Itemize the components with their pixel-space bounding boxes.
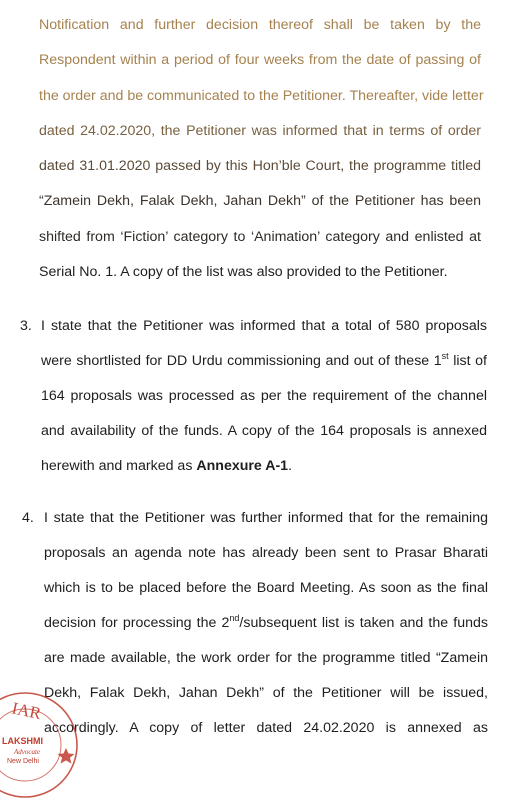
svg-text:IAR: IAR (10, 698, 43, 724)
continuation-line-2: Respondent within a period of four weeks from the date of passing of (39, 52, 481, 68)
svg-text:LAKSHMI: LAKSHMI (2, 736, 43, 746)
paragraph-4-line-3: which is to be placed before the Board Meeting. As soon as the final (44, 580, 488, 596)
star-icon (58, 748, 75, 764)
paragraph-3-number: 3. (20, 318, 32, 334)
continuation-line-4: dated 24.02.2020, the Petitioner was informed that in terms of order (39, 123, 481, 139)
paragraph-4-line-2: proposals an agenda note has already been sent to Prasar Bharati (44, 545, 488, 561)
paragraph-3-line-1: I state that the Petitioner was informed that a total of 580 proposals (41, 318, 487, 334)
paragraph-3-line-3: 164 proposals was processed as per the requirement of the channel (41, 388, 487, 404)
paragraph-4-line-5: are made available, the work order for the programme titled “Zamein (44, 650, 488, 666)
continuation-line-6: “Zamein Dekh, Falak Dekh, Jahan Dekh” of the Petitioner has been (39, 193, 481, 209)
paragraph-3-line-2: were shortlisted for DD Urdu commissioning and out of these 1st list of (41, 351, 488, 369)
paragraph-4-line-1: I state that the Petitioner was further informed that for the remaining (44, 510, 488, 526)
continuation-line-8: Serial No. 1. A copy of the list was also provided to the Petitioner. (39, 264, 448, 280)
continuation-line-3: the order and be communicated to the Petitioner. Thereafter, vide letter (39, 88, 484, 104)
svg-text:New Delhi: New Delhi (7, 758, 39, 765)
paragraph-4-line-6: Dekh, Falak Dekh, Jahan Dekh” of the Petitioner will be issued, (44, 685, 488, 701)
annexure-reference: Annexure A-1 (196, 458, 289, 474)
paragraph-4-line-4: decision for processing the 2nd/subsequent list is taken and the funds (44, 613, 488, 631)
paragraph-3-line-5: herewith and marked as Annexure A-1. (41, 458, 293, 474)
paragraph-3-line-4: and availability of the funds. A copy of the 164 proposals is annexed (41, 423, 487, 439)
notary-stamp-seal (0, 690, 80, 800)
superscript: st (441, 351, 449, 361)
continuation-line-5: dated 31.01.2020 passed by this Hon’ble Court, the programme titled (39, 158, 481, 174)
paragraph-4-number: 4. (22, 510, 34, 526)
paragraph-4-line-7: accordingly. A copy of letter dated 24.02.2020 is annexed as (44, 720, 488, 736)
continuation-line-1: Notification and further decision thereof shall be taken by the (39, 17, 481, 33)
superscript: nd (229, 613, 240, 623)
svg-text:Advocate: Advocate (14, 748, 41, 756)
continuation-line-7: shifted from ‘Fiction’ category to ‘Animation’ category and enlisted at (39, 229, 481, 245)
